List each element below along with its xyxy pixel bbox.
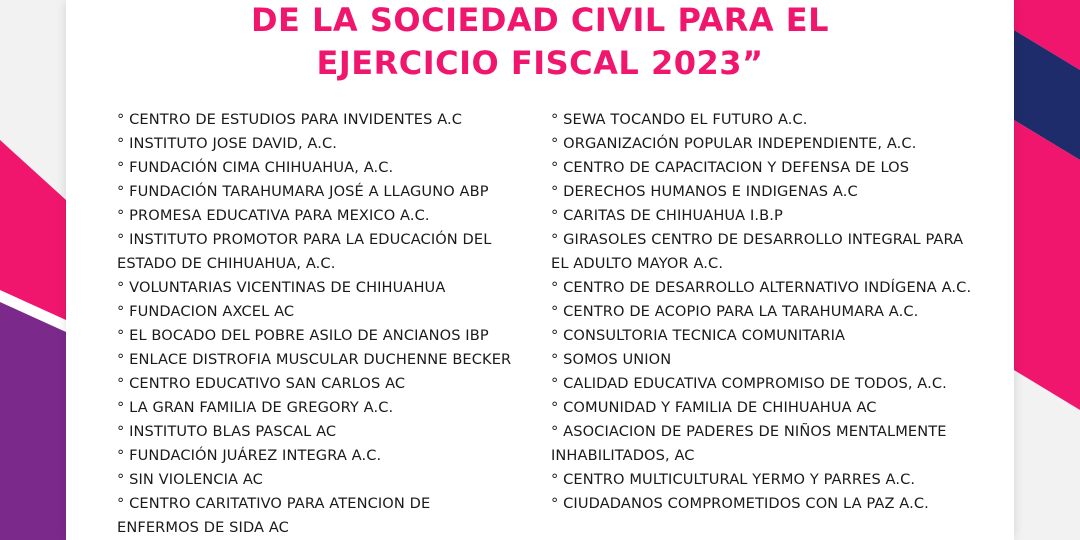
- list-item: ° VOLUNTARIAS VICENTINAS DE CHIHUAHUA: [117, 279, 446, 296]
- list-item: ° COMUNIDAD Y FAMILIA DE CHIHUAHUA AC: [551, 399, 877, 416]
- left-purple-band: [0, 300, 66, 540]
- list-item: INHABILITADOS, AC: [551, 447, 695, 464]
- list-item: ° SEWA TOCANDO EL FUTURO A.C.: [551, 111, 808, 128]
- list-item: ° CENTRO MULTICULTURAL YERMO Y PARRES A.C.: [551, 471, 916, 488]
- right-purple-band: [1014, 400, 1080, 540]
- list-item: ° CIUDADANOS COMPROMETIDOS CON LA PAZ A.C.: [551, 495, 929, 512]
- list-item: ° CENTRO EDUCATIVO SAN CARLOS AC: [117, 375, 406, 392]
- organization-list-left: [117, 108, 537, 540]
- list-item: ° FUNDACIÓN CIMA CHIHUAHUA, A.C.: [117, 159, 394, 176]
- list-item: ° ASOCIACION DE PADERES DE NIÑOS MENTALMENTE: [551, 423, 947, 440]
- list-item: ° INSTITUTO JOSE DAVID, A.C.: [117, 135, 338, 152]
- list-item: ° DERECHOS HUMANOS E INDIGENAS A.C: [551, 183, 858, 200]
- list-item: ° FUNDACIÓN JUÁREZ INTEGRA A.C.: [117, 447, 382, 464]
- list-item: ° ORGANIZACIÓN POPULAR INDEPENDIENTE, A.C.: [551, 135, 917, 152]
- list-item: ° LA GRAN FAMILIA DE GREGORY A.C.: [117, 399, 394, 416]
- list-item: ° ENLACE DISTROFIA MUSCULAR DUCHENNE BECKER: [117, 351, 512, 368]
- list-item: ° FUNDACION AXCEL AC: [117, 303, 295, 320]
- list-item: ESTADO DE CHIHUAHUA, A.C.: [117, 255, 336, 272]
- list-item: ° SIN VIOLENCIA AC: [117, 471, 263, 488]
- list-item: ° CONSULTORIA TECNICA COMUNITARIA: [551, 327, 846, 344]
- list-item: ° FUNDACIÓN TARAHUMARA JOSÉ A LLAGUNO ABP: [117, 183, 489, 200]
- list-item: ° CENTRO CARITATIVO PARA ATENCION DE: [117, 495, 431, 512]
- list-item: ° GIRASOLES CENTRO DE DESARROLLO INTEGRAL PARA: [551, 231, 964, 248]
- list-item: ° CENTRO DE DESARROLLO ALTERNATIVO INDÍGENA A.C.: [551, 279, 972, 296]
- list-item: ° CALIDAD EDUCATIVA COMPROMISO DE TODOS, A.C.: [551, 375, 947, 392]
- list-item: ° PROMESA EDUCATIVA PARA MEXICO A.C.: [117, 207, 430, 224]
- list-item: ° CENTRO DE ESTUDIOS PARA INVIDENTES A.C: [117, 111, 463, 128]
- list-item: ° INSTITUTO PROMOTOR PARA LA EDUCACIÓN DEL: [117, 231, 492, 248]
- list-item: ° CARITAS DE CHIHUAHUA I.B.P: [551, 207, 783, 224]
- title-line-2: EJERCICIO FISCAL 2023”: [316, 44, 764, 82]
- list-item: ° CENTRO DE CAPACITACION Y DEFENSA DE LOS: [551, 159, 910, 176]
- list-item: ° EL BOCADO DEL POBRE ASILO DE ANCIANOS IBP: [117, 327, 489, 344]
- right-pink-band: [1014, 120, 1080, 410]
- list-item: ° CENTRO DE ACOPIO PARA LA TARAHUMARA A.C.: [551, 303, 919, 320]
- list-item: ° INSTITUTO BLAS PASCAL AC: [117, 423, 337, 440]
- list-item: ° SOMOS UNION: [551, 351, 672, 368]
- list-item: EL ADULTO MAYOR A.C.: [551, 255, 724, 272]
- organization-list-right: [551, 108, 1001, 516]
- title-line-1: DE LA SOCIEDAD CIVIL PARA EL: [250, 1, 830, 39]
- list-item: ENFERMOS DE SIDA AC: [117, 519, 289, 536]
